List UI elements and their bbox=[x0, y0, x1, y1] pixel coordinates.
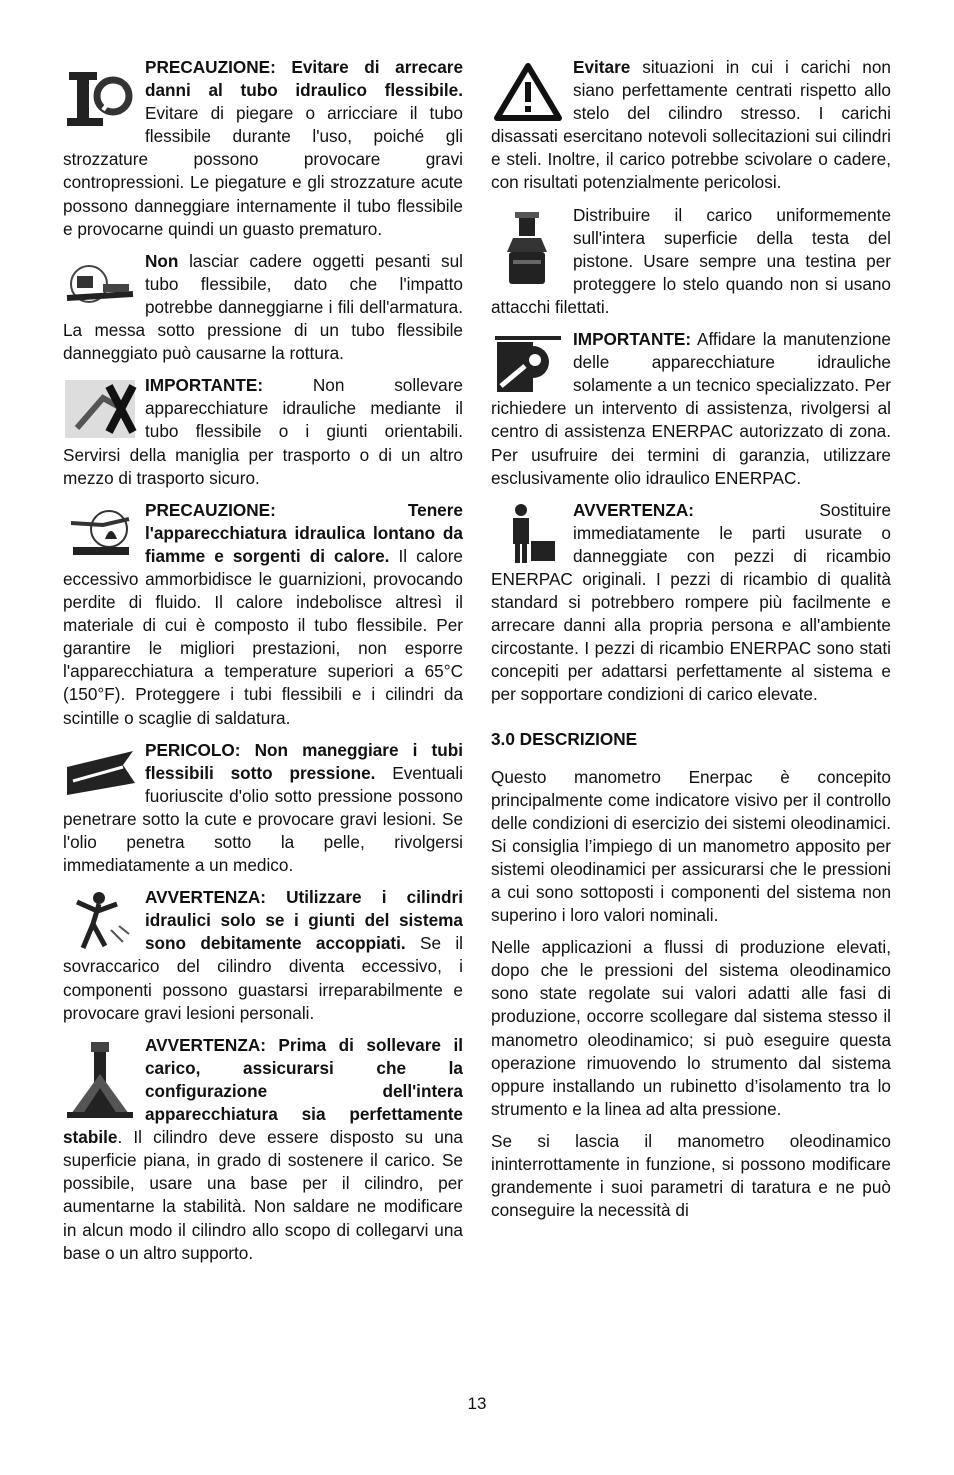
safety-note-replacement-parts: AVVERTENZA: Sostituire immediatamente le parti usurate o danneggiate con pezzi di ricambio ENERPAC originali. I pezzi di ricambio di qualità standard si potrebbero rompere più facilmente e arrecare danni alla propria persona e all'ambiente circostante. I pezzi di ricambio ENERPAC sono stati concepiti per adattarsi perfettamente al sistema e per sopportare condizioni di carico elevate. bbox=[491, 499, 891, 705]
page-number: 13 bbox=[467, 1394, 487, 1413]
section-heading: 3.0 DESCRIZIONE bbox=[491, 728, 638, 749]
description-paragraph: Questo manometro Enerpac è concepito principalmente come indicatore visivo per il controllo delle condizioni di esercizio dei sistemi oleodinamici. Si consiglia l’impiego di un manometro apposito per sistemi oleodinamici per assicurarsi che le pressioni a cui sono sottoposti i componenti del sistema non superino i loro valori nominali. bbox=[491, 766, 891, 926]
warning-triangle-icon bbox=[491, 60, 565, 122]
description-paragraph: Se si lascia il manometro oleodinamico ininterrottamente in funzione, si possono modificare grandemente i suoi parametri di taratura e ne può conseguire la necessità di bbox=[491, 1130, 891, 1221]
safety-note-heat: PRECAUZIONE: Tenere l'apparecchiatura idraulica lontano da fiamme e sorgenti di calore. Il calore eccessivo ammorbidisce le guarnizioni, provocando perdite di fluido. Il calore indebolisce altresì il materiale di cui è composto il tubo flessibile. Per garantire le migliori prestazioni, non esporre l'apparecchiatura a temperature superiori a 65°C (150°F). Proteggere i tubi flessibili e i cilindri da scintille o scaglie di saldatura. bbox=[63, 499, 463, 728]
safety-note-no-lift-by-hose: IMPORTANTE: Non sollevare apparecchiature idrauliche mediante il tubo flessibile o i giunti orientabili. Servirsi della maniglia per trasporto o di un altro mezzo di trasporto sicuro. bbox=[63, 375, 463, 488]
unstable-setup-icon bbox=[63, 1038, 137, 1122]
replacement-parts-icon bbox=[491, 503, 565, 565]
right-column bbox=[491, 56, 891, 1231]
safety-note-stability: AVVERTENZA: Prima di sollevare il carico, assicurarsi che la configurazione dell'intera apparecchiatura sia perfettamente stabile. Il cilindro deve essere disposto su una superficie piana, in grado di sostenere il carico. Se possibile, usare una base per il cilindro, per aumentarne la stabilità. Non saldare ne modificare in alcun modo il cilindro allo scopo di collegarvi una base o un altro supporto. bbox=[63, 1034, 463, 1263]
coupler-injury-icon bbox=[63, 890, 137, 952]
safety-note-off-center-loads: Evitare situazioni in cui i carichi non siano perfettamente centrati rispetto allo stelo del cilindro stresso. I carichi disassati esercitano notevoli sollecitazioni sui cilindri e steli. Inoltre, il carico potrebbe scivolare o cadere, con risultati potenzialmente pericolosi. bbox=[491, 57, 891, 193]
safety-note-service: IMPORTANTE: Affidare la manutenzione delle apparecchiature idrauliche solamente a un tecnico specializzato. Per richiedere un intervento di assistenza, rivolgersi al centro di assistenza ENERPAC autorizzato di zona. Per usufruire dei termini di garanzia, utilizzare esclusivamente olio idraulico ENERPAC. bbox=[491, 329, 891, 488]
safety-note-couplers: AVVERTENZA: Utilizzare i cilindri idraulici solo se i giunti del sistema sono debitamente accoppiati. Se il sovraccarico del cilindro diventa eccessivo, i componenti possono guastarsi irreparabilmente e provocare gravi lesioni personali. bbox=[63, 887, 463, 1023]
description-paragraph: Nelle applicazioni a flussi di produzione elevati, dopo che le pressioni del sistema oleodinamico sono state regolate sui valori adatti alle fasi di produzione, occorre scollegare dal sistema stesso il manometro oleodinamico; si può eseguire questa operazione rimuovendo lo strumento dal sistema oppure installando un rubinetto d’isolamento tra lo strumento e la linea ad alta pressione. bbox=[491, 937, 891, 1119]
left-column bbox=[63, 56, 463, 1274]
safety-note-pressurized-hose: PERICOLO: Non maneggiare i tubi flessibili sotto pressione. Eventuali fuoriuscite d'olio sotto pressione possono penetrare sotto la cute e provocare gravi lesioni. Se l'olio penetra sotto la pelle, rivolgersi immediatamente a un medico. bbox=[63, 739, 463, 876]
load-distribution-icon bbox=[491, 208, 565, 292]
safety-note-falling-objects: Non lasciar cadere oggetti pesanti sul tubo flessibile, dato che l'impatto potrebbe danneggiarne i fili dell'armatura. La messa sotto pressione di un tubo flessibile danneggiato può causarne la rottura. bbox=[63, 250, 463, 364]
heat-flame-icon bbox=[63, 503, 137, 565]
safety-note-load-distribution: Distribuire il carico uniformemente sull'intera superficie della testa del pistone. Usare sempre una testina per proteggere lo stelo quando non si usano attacchi filettati. bbox=[491, 204, 891, 317]
no-lift-by-hose-icon bbox=[63, 378, 137, 440]
service-wrench-icon bbox=[491, 332, 565, 394]
falling-object-hose-icon bbox=[63, 254, 137, 316]
pressurized-hose-danger-icon bbox=[63, 743, 137, 805]
hose-kink-icon bbox=[63, 60, 137, 144]
safety-note-hose-damage: PRECAUZIONE: Evitare di arrecare danni al tubo idraulico flessibile. Evitare di piegare o arricciare il tubo flessibile durante l'uso, poiché gli strozzature possono provocare gravi contropressioni. Le piegature e gli strozzature acute possono danneggiare internamente il tubo flessibile e provocarne quindi un guasto prematuro. bbox=[63, 57, 463, 239]
